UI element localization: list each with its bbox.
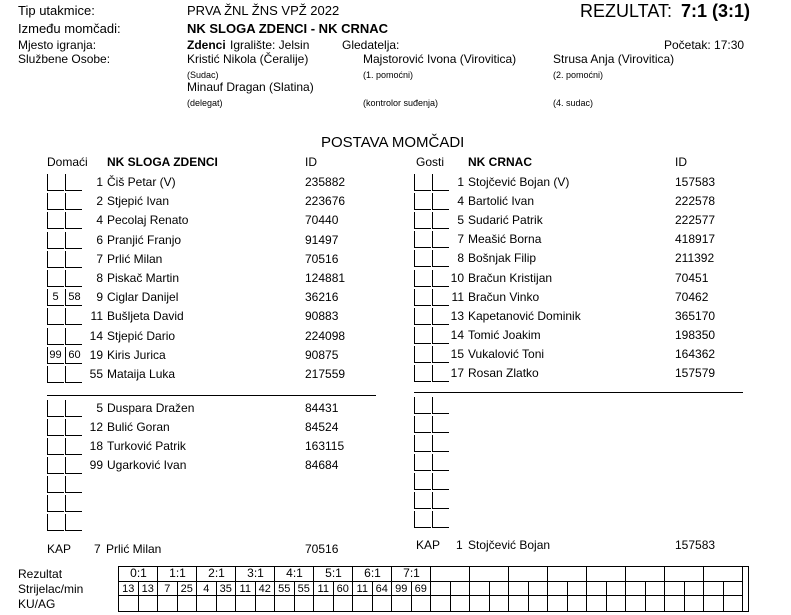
score-header-cell — [704, 567, 743, 581]
home-sub-box-2 — [65, 514, 82, 531]
minute-cell — [607, 581, 627, 596]
away-label: Gosti — [416, 155, 445, 169]
away-sub-box-2 — [432, 416, 449, 433]
player-name: Sudarić Patrik — [468, 213, 543, 228]
kuag-cell — [607, 596, 627, 612]
away-sub-box-2 — [432, 473, 449, 490]
score-sheet-grid — [118, 566, 749, 612]
home-kap-id: 70516 — [305, 542, 339, 556]
kuag-cell — [392, 596, 412, 612]
away-player-row — [414, 328, 744, 347]
player-name: Tomić Joakim — [468, 327, 541, 342]
kuag-cell — [587, 596, 607, 612]
player-name: Ciglar Danijel — [107, 290, 179, 305]
away-player-row — [414, 271, 744, 290]
kuag-cell — [568, 596, 588, 612]
kuag-cell — [236, 596, 256, 612]
player-number: 8 — [457, 251, 464, 266]
minute-cell — [646, 581, 666, 596]
official-role-4: (delegat) — [187, 98, 223, 108]
minute-cell — [685, 581, 705, 596]
kuag-cell — [412, 596, 432, 612]
player-id: 36216 — [305, 290, 339, 305]
away-kap-id: 157583 — [675, 538, 716, 552]
kuag-cell — [256, 596, 276, 612]
score-value: 4:1 — [286, 566, 303, 580]
player-name: Kapetanović Dominik — [468, 308, 581, 323]
player-id: 90875 — [305, 347, 339, 362]
kuag-cell — [724, 596, 744, 612]
official-role-2: (1. pomoćni) — [363, 70, 414, 80]
player-number: 11 — [451, 289, 464, 304]
home-player-row — [47, 194, 377, 213]
official-name-3: Strusa Anja (Virovitica) — [553, 52, 675, 66]
igraliste-label: Igralište: Jelsin — [230, 38, 310, 52]
tip-label: Tip utakmice: — [18, 3, 95, 18]
home-id-header: ID — [305, 155, 317, 169]
minute-cell: 11 — [236, 581, 256, 596]
home-player-row — [47, 290, 377, 309]
player-name: Bračun Kristijan — [468, 270, 553, 285]
player-name: Vukalović Toni — [468, 346, 545, 361]
home-sub-box-1 — [47, 476, 64, 493]
home-player-row — [47, 348, 377, 367]
player-number: 11 — [90, 309, 103, 324]
minute-cell: 7 — [158, 581, 178, 596]
sluzbene-label: Službene Osobe: — [18, 52, 111, 66]
player-name: Čiš Petar (V) — [107, 175, 176, 189]
official-role-3: (2. pomoćni) — [553, 70, 604, 80]
player-name: Bračun Vinko — [468, 289, 540, 304]
away-divider — [414, 392, 743, 393]
player-name: Rosan Zlatko — [468, 366, 539, 380]
away-kap-label: KAP — [416, 538, 441, 552]
official-role-5: (kontrolor suđenja) — [363, 98, 439, 108]
home-player-row — [47, 367, 377, 386]
away-sub-box-1 — [414, 435, 431, 452]
kuag-cell — [353, 596, 373, 612]
score-header-cell — [587, 567, 626, 581]
mjesto-label: Mjesto igranja: — [18, 38, 97, 52]
kuag-cell — [295, 596, 315, 612]
kuag-cell — [217, 596, 237, 612]
minute-cell — [665, 581, 685, 596]
player-name: Meašić Borna — [468, 232, 542, 247]
minute-cell — [509, 581, 529, 596]
score-kuag-label: KU/AG — [18, 597, 56, 611]
minute-cell: 11 — [353, 581, 373, 596]
kuag-cell — [119, 596, 139, 612]
away-player-row — [414, 309, 744, 328]
kuag-cell — [470, 596, 490, 612]
mjesto-value: Zdenci — [187, 38, 226, 52]
player-number: 9 — [96, 290, 103, 305]
player-number: 15 — [450, 346, 464, 361]
minute-cell: 69 — [412, 581, 432, 596]
minute-cell: 99 — [392, 581, 412, 596]
player-number: 4 — [457, 194, 464, 209]
player-number: 12 — [89, 420, 103, 434]
home-player-row — [47, 213, 377, 232]
away-sub-box-2 — [432, 435, 449, 452]
player-number: 19 — [89, 347, 103, 362]
score-header-cell — [665, 567, 704, 581]
score-strijelac-label: Strijelac/min — [18, 582, 84, 596]
player-id: 70451 — [675, 270, 709, 285]
official-name-1: Kristić Nikola (Čeralije) — [187, 52, 309, 66]
minute-cell: 64 — [373, 581, 393, 596]
minute-cell — [490, 581, 510, 596]
home-player-row — [47, 233, 377, 252]
away-player-row — [414, 213, 744, 232]
minute-cell: 11 — [314, 581, 334, 596]
score-header-cell — [509, 567, 548, 581]
home-player-row — [47, 175, 377, 194]
home-sub-box-1 — [47, 495, 64, 512]
away-sub-box-2 — [432, 492, 449, 509]
player-name: Bušljeta David — [107, 309, 184, 324]
away-kap-name: Stojčević Bojan — [468, 538, 551, 552]
minute-cell — [529, 581, 549, 596]
player-id: 157579 — [675, 366, 716, 380]
kuag-cell — [373, 596, 393, 612]
player-id: 217559 — [305, 367, 346, 381]
score-value: 2:1 — [208, 566, 225, 580]
home-box-2-value: 60 — [68, 348, 81, 361]
player-number: 17 — [450, 366, 464, 380]
home-sub-row — [47, 401, 377, 420]
official-name-4: Minauf Dragan (Slatina) — [187, 80, 314, 94]
kuag-cell — [626, 596, 646, 612]
away-sub-box-2 — [432, 397, 449, 414]
kuag-cell — [685, 596, 705, 612]
minute-cell — [431, 581, 451, 596]
izmedu-label: Između momčadi: — [18, 21, 121, 36]
player-id: 164362 — [675, 346, 716, 361]
kuag-cell — [704, 596, 724, 612]
player-id: 70440 — [305, 213, 339, 228]
player-id: 198350 — [675, 327, 716, 342]
minute-cell: 35 — [217, 581, 237, 596]
score-value: 1:1 — [169, 566, 186, 580]
player-id: 163115 — [305, 439, 345, 453]
minute-cell: 13 — [139, 581, 159, 596]
home-sub-box-2 — [65, 476, 82, 493]
home-player-row — [47, 309, 377, 328]
official-role-1: (Sudac) — [187, 70, 219, 80]
minute-cell: 4 — [197, 581, 217, 596]
player-number: 2 — [96, 194, 103, 209]
rezultat-value: 7:1 (3:1) — [681, 1, 751, 21]
player-id: 235882 — [305, 175, 346, 189]
player-name: Prlić Milan — [107, 251, 163, 266]
lineup-title: POSTAVA MOMČADI — [321, 134, 465, 151]
kuag-cell — [139, 596, 159, 612]
minute-cell — [587, 581, 607, 596]
player-name: Bulić Goran — [107, 420, 170, 434]
home-kap-label: KAP — [47, 542, 72, 556]
home-sub-row — [47, 439, 377, 458]
home-label: Domaći — [47, 155, 88, 169]
player-id: 223676 — [305, 194, 346, 209]
kuag-cell — [314, 596, 334, 612]
player-number: 7 — [457, 232, 464, 247]
kuag-cell — [197, 596, 217, 612]
kuag-cell — [529, 596, 549, 612]
player-number: 1 — [96, 175, 103, 189]
player-number: 1 — [457, 175, 464, 189]
kuag-cell — [158, 596, 178, 612]
minute-cell — [470, 581, 490, 596]
kuag-cell — [178, 596, 198, 612]
home-sub-row — [47, 458, 377, 477]
player-id: 84524 — [305, 420, 339, 434]
player-number: 5 — [457, 213, 464, 228]
away-player-row — [414, 194, 744, 213]
home-player-row — [47, 252, 377, 271]
home-kap-no: 7 — [94, 542, 101, 556]
home-divider — [47, 395, 376, 396]
official-name-2: Majstorović Ivona (Virovitica) — [363, 52, 517, 66]
player-name: Pranjić Franjo — [107, 232, 182, 247]
kuag-cell — [646, 596, 666, 612]
player-name: Stjepić Ivan — [107, 194, 170, 209]
player-number: 4 — [96, 213, 103, 228]
player-number: 18 — [89, 439, 103, 453]
player-name: Bartolić Ivan — [468, 194, 535, 209]
minute-cell: 60 — [334, 581, 354, 596]
player-id: 365170 — [675, 308, 716, 323]
player-id: 84431 — [305, 401, 339, 415]
score-header-cell — [626, 567, 665, 581]
minute-cell — [626, 581, 646, 596]
home-box-1-value: 5 — [52, 291, 59, 304]
minute-cell — [724, 581, 744, 596]
score-value: 7:1 — [403, 566, 420, 580]
kuag-cell — [334, 596, 354, 612]
away-sub-box-1 — [414, 416, 431, 433]
player-number: 6 — [96, 232, 103, 247]
player-id: 90883 — [305, 309, 339, 324]
away-player-row — [414, 175, 744, 194]
player-number: 55 — [89, 367, 103, 381]
minute-cell — [451, 581, 471, 596]
player-name: Stojčević Bojan (V) — [468, 175, 570, 189]
kuag-cell — [275, 596, 295, 612]
score-header-cell — [431, 567, 470, 581]
kuag-cell — [451, 596, 471, 612]
home-kap-name: Prlić Milan — [106, 542, 162, 556]
player-name: Pecolaj Renato — [107, 213, 189, 228]
minute-cell: 42 — [256, 581, 276, 596]
away-kap-no: 1 — [456, 538, 463, 552]
player-number: 14 — [89, 328, 103, 343]
player-number: 5 — [96, 401, 103, 415]
minute-cell: 55 — [295, 581, 315, 596]
player-name: Stjepić Dario — [107, 328, 176, 343]
match-value: NK SLOGA ZDENCI - NK CRNAC — [187, 21, 389, 36]
player-name: Turković Patrik — [107, 439, 186, 453]
gledatelja-label: Gledatelja: — [342, 38, 400, 52]
away-sub-box-1 — [414, 473, 431, 490]
player-id: 211392 — [675, 251, 715, 266]
kuag-cell — [431, 596, 451, 612]
home-player-row — [47, 271, 377, 290]
player-id: 222577 — [675, 213, 716, 228]
player-id: 70516 — [305, 251, 339, 266]
kuag-cell — [509, 596, 529, 612]
away-team-name: NK CRNAC — [468, 155, 532, 169]
home-team-name: NK SLOGA ZDENCI — [107, 155, 218, 169]
player-name: Bošnjak Filip — [468, 251, 537, 266]
away-sub-box-1 — [414, 397, 431, 414]
tip-value: PRVA ŽNL ŽNS VPŽ 2022 — [187, 3, 340, 18]
kuag-cell — [665, 596, 685, 612]
minute-cell: 25 — [178, 581, 198, 596]
player-id: 418917 — [675, 232, 716, 247]
minute-cell — [568, 581, 588, 596]
player-id: 157583 — [675, 175, 716, 189]
away-player-row — [414, 232, 744, 251]
player-number: 10 — [450, 270, 464, 285]
score-value: 0:1 — [130, 566, 147, 580]
score-rezultat-label: Rezultat — [18, 567, 63, 581]
player-id: 84684 — [305, 458, 339, 472]
player-id: 91497 — [305, 232, 339, 247]
player-name: Piskač Martin — [107, 271, 180, 285]
score-header-cell — [470, 567, 509, 581]
player-number: 99 — [89, 458, 103, 472]
away-sub-box-2 — [432, 454, 449, 471]
official-role-6: (4. sudac) — [553, 98, 594, 108]
score-value: 6:1 — [364, 566, 381, 580]
away-id-header: ID — [675, 155, 687, 169]
minute-cell — [548, 581, 568, 596]
kuag-cell — [490, 596, 510, 612]
home-player-row — [47, 329, 377, 348]
score-value: 5:1 — [325, 566, 342, 580]
player-id: 222578 — [675, 194, 716, 209]
away-player-row — [414, 347, 744, 366]
home-sub-box-2 — [65, 495, 82, 512]
rezultat-label: REZULTAT: — [580, 1, 673, 21]
player-name: Ugarković Ivan — [107, 458, 187, 472]
player-name: Mataija Luka — [107, 367, 176, 381]
player-id: 224098 — [305, 328, 346, 343]
minute-cell: 13 — [119, 581, 139, 596]
home-sub-row — [47, 420, 377, 439]
player-id: 70462 — [675, 289, 709, 304]
score-header-cell — [548, 567, 587, 581]
home-box-2-value: 58 — [68, 291, 81, 304]
away-sub-box-1 — [414, 454, 431, 471]
away-sub-box-1 — [414, 511, 431, 528]
player-id: 124881 — [305, 271, 346, 285]
kuag-cell — [548, 596, 568, 612]
score-value: 3:1 — [247, 566, 264, 580]
away-sub-box-1 — [414, 492, 431, 509]
player-number: 7 — [96, 251, 103, 266]
home-sub-box-1 — [47, 514, 64, 531]
player-name: Duspara Dražen — [107, 401, 195, 415]
away-player-row — [414, 366, 744, 385]
away-player-row — [414, 251, 744, 270]
pocetak-label: Početak: 17:30 — [664, 38, 745, 52]
player-number: 8 — [96, 271, 103, 285]
player-number: 14 — [450, 327, 464, 342]
minute-cell — [704, 581, 724, 596]
player-name: Kiris Jurica — [107, 347, 166, 362]
away-player-row — [414, 290, 744, 309]
player-number: 13 — [450, 308, 464, 323]
home-box-1-value: 99 — [49, 348, 62, 361]
minute-cell: 55 — [275, 581, 295, 596]
away-sub-box-2 — [432, 511, 449, 528]
